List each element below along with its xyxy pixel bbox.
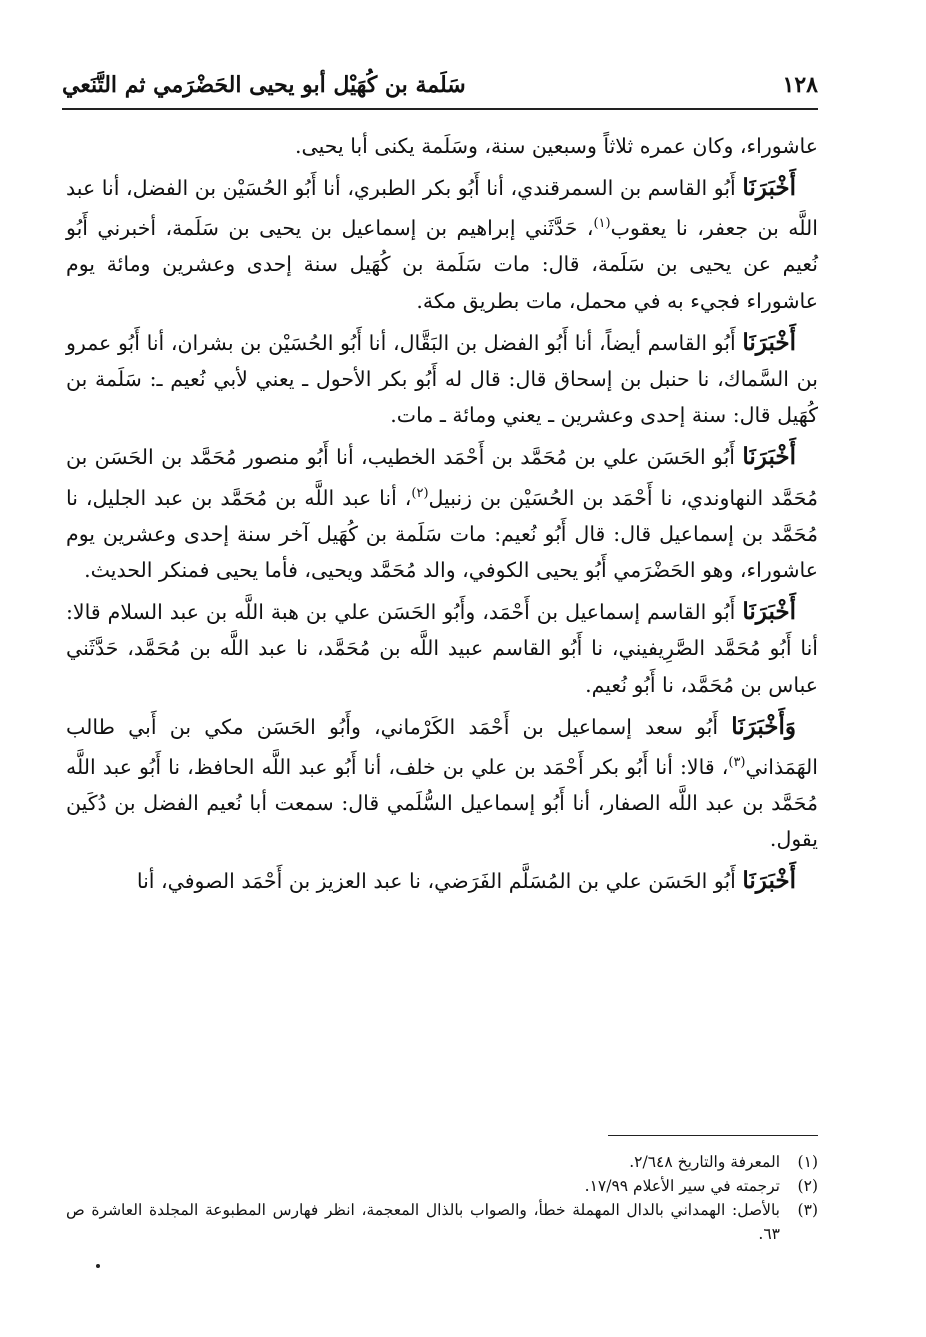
footnote [66,1174,818,1198]
footnotes [66,1150,818,1246]
paragraph-lead: أَخْبَرَنَا [742,867,796,895]
paragraph [66,709,818,858]
footnote-number: (١) [797,1153,818,1171]
footnote-text: المعرفة والتاريخ ٢/٦٤٨. [629,1153,780,1171]
paragraph-lead: وَأَخْبَرَنَا [731,712,796,740]
footnote-ref: (٣) [728,754,746,770]
paragraph [66,128,818,164]
paragraph [66,170,818,319]
paragraph-text: أَبُو القاسم بن السمرقندي، أنا أَبُو بكر الطبري، أنا أَبُو الحُسَيْن بن الفضل، أنا عبد اللَّه بن جعفر، نا يعقوب [66,176,818,241]
footnote-text: بالأصل: الهمداني بالدال المهملة خطأ، والصواب بالذال المعجمة، انظر فهارس المطبوعة المجلدة العاشرة ص ٦٣. [66,1201,780,1243]
footnote-ref: (٢) [411,485,429,501]
paragraph-text-cont: ، قالا: أنا أَبُو بكر أَحْمَد بن علي بن خلف، أنا أَبُو عبد اللَّه الحافظ، نا أَبُو عبد اللَّه مُحَمَّد بن عبد اللَّه الصفار، أنا أَبُو إسماعيل السُّلَمي قال: سمعت أبا نُعيم الفضل بن دُكَين يقول. [66,754,818,852]
paragraph-text: أَبُو القاسم إسماعيل بن أَحْمَد، وأَبُو الحَسَن علي بن هبة اللَّه بن عبد السلام قالا: أنا أَبُو مُحَمَّد الصَّرِيفيني، نا أَبُو القاسم عبيد اللَّه بن مُحَمَّد، نا عبد اللَّه بن مُحَمَّد، حَدَّثَني عباس بن مُحَمَّد، نا أَبُو نُعيم. [66,600,818,697]
footnote-number: (٢) [797,1177,818,1195]
paragraph [66,594,818,703]
paragraph-text: عاشوراء، وكان عمره ثلاثاً وسبعين سنة، وسَلَمة يكنى أبا يحيى. [294,134,818,158]
header-rule [62,108,818,110]
paragraph-text: أَبُو القاسم أيضاً، أنا أَبُو الفضل بن البَقَّال، أنا أَبُو الحُسَيْن بن بشران، أنا أَبُو عمرو بن السَّماك، نا حنبل بن إسحاق قال: قال له أَبُو بكر الأحول ـ يعني لأبي نُعيم ـ: سَلَمة بن كُهَيل قال: سنة إحدى وعشرين ـ يعني ومائة ـ مات. [66,330,818,428]
page-header [62,66,818,104]
paragraph-text: أَبُو الحَسَن علي بن مُحَمَّد بن أَحْمَد الخطيب، أنا أَبُو منصور مُحَمَّد بن الحَسَن بن مُحَمَّد النهاوندي، نا أَحْمَد بن الحُسَيْن بن زنبيل [66,445,818,510]
paragraph [66,439,818,588]
paragraph [66,863,818,899]
paragraph-text-cont: ، حَدَّثَني إبراهيم بن إسماعيل بن يحيى بن سَلَمة، أخبرني أَبُو نُعيم عن يحيى بن سَلَمة، قال: مات سَلَمة بن كُهَيل سنة إحدى وعشرين ومائة يوم عاشوراء فجيء به في محمل، مات بطريق مكة. [66,216,818,313]
page-mark [96,1264,100,1268]
footnote-text: ترجمته في سير الأعلام ١٧/٩٩. [584,1177,780,1195]
paragraph-lead: أَخْبَرَنَا [742,443,796,471]
footnote-rule [608,1135,818,1136]
running-title: سَلَمة بن كُهَيْل أبو يحيى الحَضْرَمي ثم التَّنَعي [62,72,466,98]
footnote-number: (٣) [797,1201,818,1219]
paragraph-text: أَبُو سعد إسماعيل بن أَحْمَد الكَرْماني، وأَبُو الحَسَن مكي بن أَبي طالب الهَمَذاني [66,714,818,779]
footnote [66,1150,818,1174]
paragraph-lead: أَخْبَرَنَا [742,174,796,202]
paragraph-lead: أَخْبَرَنَا [742,328,796,356]
paragraph [66,325,818,434]
paragraph-lead: أَخْبَرَنَا [742,598,796,626]
page-number: ١٢٨ [782,72,818,98]
footnote [66,1198,818,1246]
paragraph-text: أَبُو الحَسَن علي بن المُسَلَّم الفَرَضي، نا عبد العزيز بن أَحْمَد الصوفي، أنا [136,869,743,894]
footnote-ref: (١) [593,216,611,232]
body-text [66,128,818,906]
paragraph-text-cont: ، أنا عبد اللَّه بن مُحَمَّد بن عبد الجليل، نا مُحَمَّد بن إسماعيل قال: قال أَبُو نُعيم: مات سَلَمة بن كُهَيل آخر سنة إحدى وعشرين يوم عاشوراء، وهو الحَضْرَمي أَبُو يحيى الكوفي، والد مُحَمَّد ويحيى، فأما يحيى فمنكر الحديث. [66,485,818,582]
